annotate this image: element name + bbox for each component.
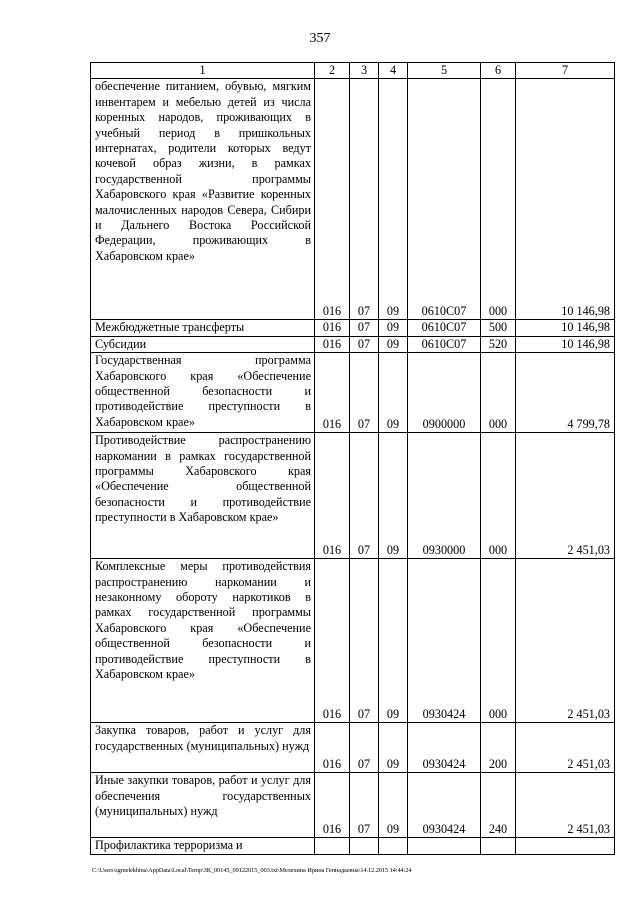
- row-target-article: 0930424: [408, 559, 481, 723]
- row-description: Субсидии: [91, 336, 315, 352]
- row-expense-type: 000: [481, 79, 516, 320]
- row-target-article: 0610С07: [408, 79, 481, 320]
- table-header-row: [91, 63, 615, 79]
- row-admin-code: 016: [315, 433, 350, 559]
- row-subsection: 09: [379, 320, 408, 336]
- row-amount: [516, 838, 615, 855]
- file-path-footer: C:\Users\sgmelekhina\AppData\Local\Temp\ЗК_00145_09122015_003.txt\Мелехина Ирина Геннадьевна\14.12.2015 14:44:24: [92, 867, 412, 874]
- row-subsection: 09: [379, 353, 408, 433]
- row-section: 07: [350, 353, 379, 433]
- table-row: [91, 723, 615, 773]
- table-row: [91, 559, 615, 723]
- row-target-article: 0930424: [408, 723, 481, 773]
- row-amount: 2 451,03: [516, 559, 615, 723]
- row-target-article: [408, 838, 481, 855]
- row-description: Закупка товаров, работ и услуг для государственных (муниципальных) нужд: [91, 723, 315, 773]
- row-section: 07: [350, 773, 379, 838]
- row-section: 07: [350, 320, 379, 336]
- row-section: 07: [350, 559, 379, 723]
- header-col-4: 4: [379, 63, 408, 79]
- table-row: [91, 320, 615, 336]
- row-amount: 2 451,03: [516, 723, 615, 773]
- row-amount: 10 146,98: [516, 336, 615, 352]
- row-section: 07: [350, 433, 379, 559]
- row-description: Профилактика терроризма и: [91, 838, 315, 855]
- row-admin-code: 016: [315, 79, 350, 320]
- row-amount: 10 146,98: [516, 79, 615, 320]
- row-admin-code: 016: [315, 353, 350, 433]
- row-expense-type: 500: [481, 320, 516, 336]
- row-section: 07: [350, 79, 379, 320]
- row-expense-type: 000: [481, 559, 516, 723]
- header-col-3: 3: [350, 63, 379, 79]
- table-row: [91, 773, 615, 838]
- header-col-7: 7: [516, 63, 615, 79]
- row-description: Межбюджетные трансферты: [91, 320, 315, 336]
- header-col-6: 6: [481, 63, 516, 79]
- row-amount: 2 451,03: [516, 433, 615, 559]
- row-section: [350, 838, 379, 855]
- row-description: Противодействие распространению наркомании в рамках государственной программы Хабаровского края «Обеспечение общественной безопасности и противодействие преступности в Хабаровском крае»: [91, 433, 315, 559]
- budget-table: [90, 62, 615, 855]
- row-amount: 10 146,98: [516, 320, 615, 336]
- row-target-article: 0610С07: [408, 320, 481, 336]
- row-amount: 4 799,78: [516, 353, 615, 433]
- row-admin-code: 016: [315, 723, 350, 773]
- header-col-2: 2: [315, 63, 350, 79]
- row-admin-code: [315, 838, 350, 855]
- row-admin-code: 016: [315, 336, 350, 352]
- row-subsection: 09: [379, 336, 408, 352]
- row-admin-code: 016: [315, 773, 350, 838]
- row-expense-type: 200: [481, 723, 516, 773]
- row-description: Государственная программа Хабаровского края «Обеспечение общественной безопасности и противодействие преступности в Хабаровском крае»: [91, 353, 315, 433]
- row-description: обеспечение питанием, обувью, мягким инвентарем и мебелью детей из числа коренных народов, проживающих в учебный период в пришкольных интернатах, родители которых ведут кочевой образ жизни, в рамках государственной программы Хабаровского края «Развитие коренных малочисленных народов Севера, Сибири и Дальнего Востока Российской Федерации, проживающих в Хабаровском крае»: [91, 79, 315, 320]
- row-subsection: 09: [379, 79, 408, 320]
- table-row: [91, 353, 615, 433]
- table-row: [91, 336, 615, 352]
- row-target-article: 0930424: [408, 773, 481, 838]
- row-subsection: 09: [379, 433, 408, 559]
- row-subsection: 09: [379, 723, 408, 773]
- row-section: 07: [350, 336, 379, 352]
- row-expense-type: [481, 838, 516, 855]
- row-description: Комплексные меры противодействия распространению наркомании и незаконному обороту наркотиков в рамках государственной программы Хабаровского края «Обеспечение общественной безопасности и противодействие преступности в Хабаровском крае»: [91, 559, 315, 723]
- row-admin-code: 016: [315, 320, 350, 336]
- row-expense-type: 240: [481, 773, 516, 838]
- row-expense-type: 000: [481, 353, 516, 433]
- row-target-article: 0610С07: [408, 336, 481, 352]
- row-expense-type: 520: [481, 336, 516, 352]
- row-target-article: 0930000: [408, 433, 481, 559]
- row-subsection: 09: [379, 559, 408, 723]
- row-amount: 2 451,03: [516, 773, 615, 838]
- table-row: [91, 433, 615, 559]
- page-number: 357: [309, 31, 331, 46]
- row-target-article: 0900000: [408, 353, 481, 433]
- row-expense-type: 000: [481, 433, 516, 559]
- row-subsection: 09: [379, 773, 408, 838]
- header-col-5: 5: [408, 63, 481, 79]
- table-row: [91, 79, 615, 320]
- row-admin-code: 016: [315, 559, 350, 723]
- header-col-1: 1: [91, 63, 315, 79]
- row-subsection: [379, 838, 408, 855]
- row-section: 07: [350, 723, 379, 773]
- table-row: [91, 838, 615, 855]
- row-description: Иные закупки товаров, работ и услуг для обеспечения государственных (муниципальных) нужд: [91, 773, 315, 838]
